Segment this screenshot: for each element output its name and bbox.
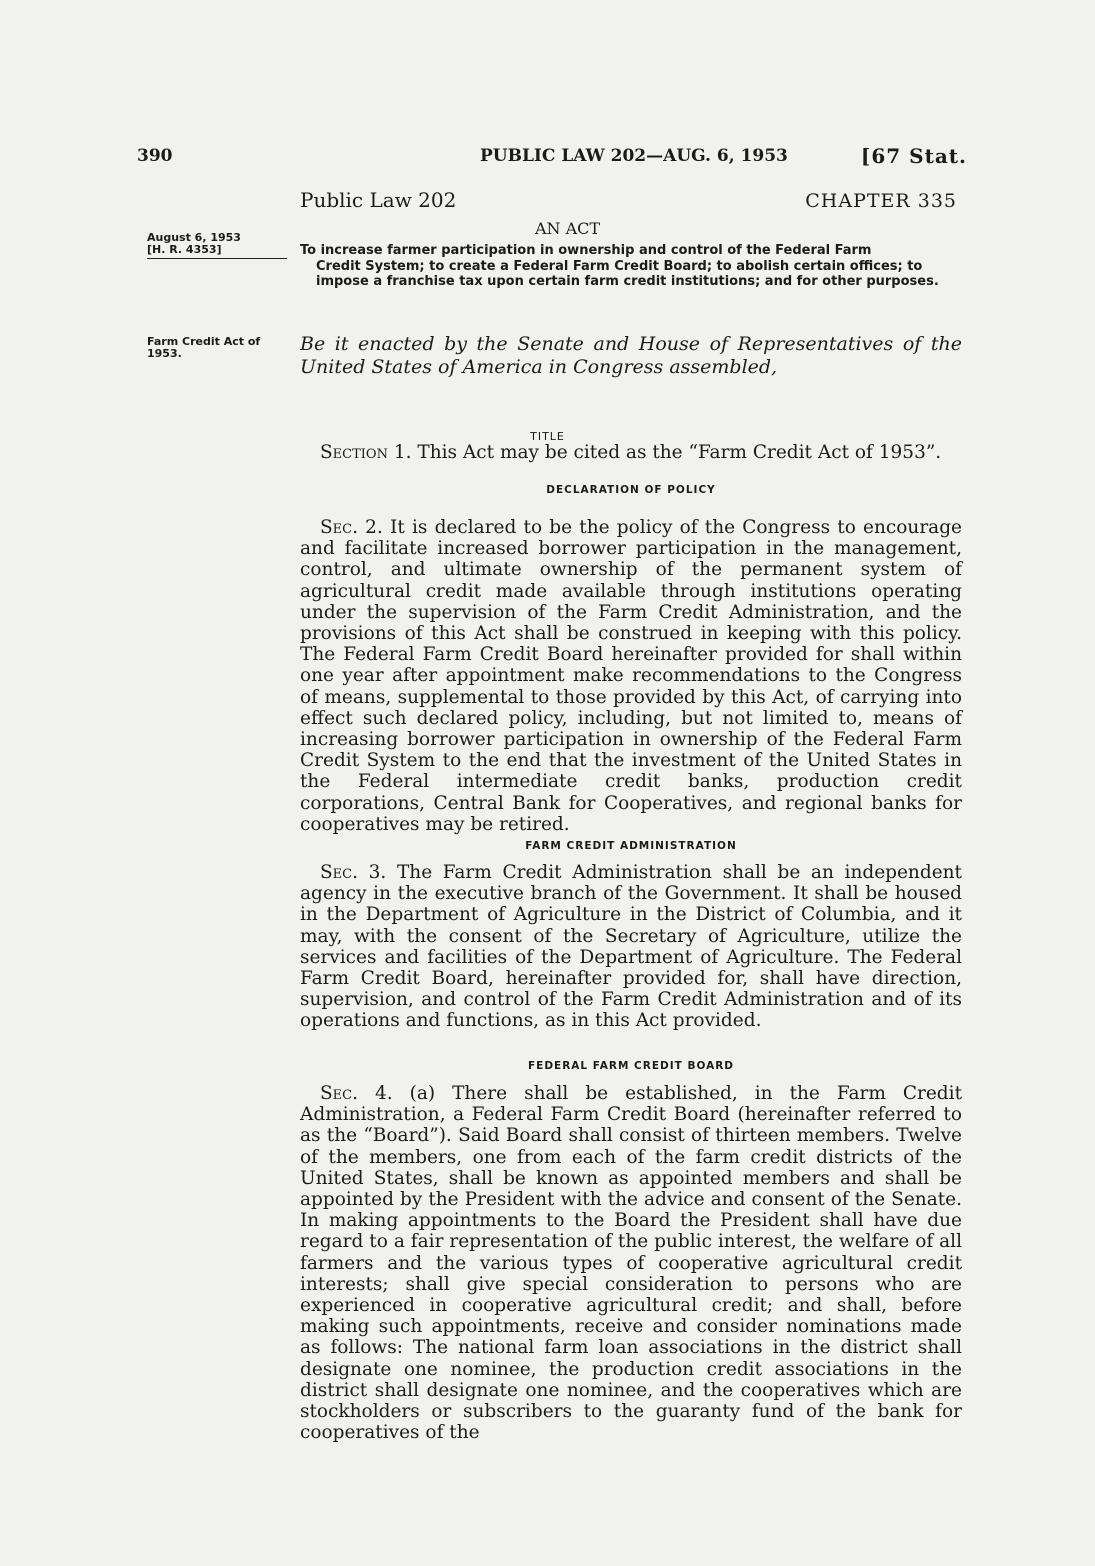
section-1	[300, 441, 962, 464]
section-2-heading: DECLARATION OF POLICY	[546, 484, 716, 496]
bill-number: [H. R. 4353]	[147, 244, 287, 259]
margin-note-date	[147, 232, 287, 259]
section-4-label: Sec. 4.	[320, 1083, 393, 1104]
section-3	[300, 862, 962, 1032]
section-4	[300, 1083, 962, 1443]
running-header	[137, 146, 967, 170]
margin-note-short-title: Farm Credit Act of 1953.	[147, 335, 261, 360]
title-heading: TITLE	[530, 430, 565, 443]
section-3-text: The Farm Credit Administration shall be an independent agency in the executive branch of the Government. It shall be housed in the Department of Agriculture in the District of Columbia, and it may, with the consent of the Secretary of Agriculture, utilize the services and facilities of the Department of Agriculture. The Federal Farm Credit Board, hereinafter provided for, shall have direction, supervision, and control of the Farm Credit Administration and of its operations and functions, as in this Act provided.	[300, 862, 962, 1032]
section-4-text: (a) There shall be established, in the Farm Credit Administration, a Federal Farm Credit Board (hereinafter referred to as the “Board”). Said Board shall consist of thirteen members. Twelve of the members, one from each of the farm credit districts of the United States, shall be known as appointed members and shall be appointed by the President with the advice and consent of the Senate. In making appointments to the Board the President shall have due regard to a fair representation of the public interest, the welfare of all farmers and the various types of cooperative agricultural credit interests; shall give special consideration to persons who are experienced in cooperative agricultural credit; and shall, before making such appointments, receive and consider nominations made as follows: The national farm loan associations in the district shall designate one nominee, the production credit associations in the district shall designate one nominee, and the cooperatives which are stockholders or subscribers to the guaranty fund of the bank for cooperatives of the	[300, 1083, 962, 1444]
section-1-text: This Act may be cited as the “Farm Credit Act of 1953”.	[417, 442, 942, 463]
public-law-number: Public Law 202	[300, 188, 457, 212]
an-act-heading: AN ACT	[534, 219, 601, 238]
section-2-text: It is declared to be the policy of the Congress to encourage and facilitate increased borrower participation in the management, control, and ultimate ownership of the permanent system of agricultural credit made available through institutions operating under the supervision of the Farm Credit Administration, and the provisions of this Act shall be construed in keeping with this policy. The Federal Farm Credit Board hereinafter provided for shall within one year after appointment make recommendations to the Congress of means, supplemental to those provided by this Act, of carrying into effect such declared policy, including, but not limited to, means of increasing borrower participation in ownership of the Federal Farm Credit System to the end that the investment of the United States in the Federal intermediate credit banks, production credit corporations, Central Bank for Cooperatives, and regional banks for cooperatives may be retired.	[300, 517, 962, 835]
running-title: PUBLIC LAW 202—AUG. 6, 1953	[480, 146, 788, 166]
act-purpose	[300, 243, 958, 290]
purpose-line-2: Credit System; to create a Federal Farm Credit Board; to abolish certain offices; to impose a franchise tax upon certain farm credit institutions; and for other purposes.	[316, 258, 939, 289]
purpose-line-1: To increase farmer participation in ownership and control of the Federal Farm	[300, 243, 872, 258]
page-number: 390	[137, 146, 173, 166]
section-3-label: Sec. 3.	[320, 862, 387, 883]
statute-reference: [67 Stat.	[860, 144, 967, 168]
section-3-heading: FARM CREDIT ADMINISTRATION	[525, 840, 737, 852]
section-2	[300, 517, 962, 835]
section-4-heading: FEDERAL FARM CREDIT BOARD	[527, 1060, 735, 1072]
section-2-label: Sec. 2.	[320, 517, 383, 538]
enacting-clause: Be it enacted by the Senate and House of Representatives of the United States of America in Congress assembled,	[300, 333, 962, 378]
enactment-date: August 6, 1953	[147, 231, 241, 244]
section-1-label: Section 1.	[320, 442, 412, 463]
chapter-number: CHAPTER 335	[805, 190, 957, 212]
